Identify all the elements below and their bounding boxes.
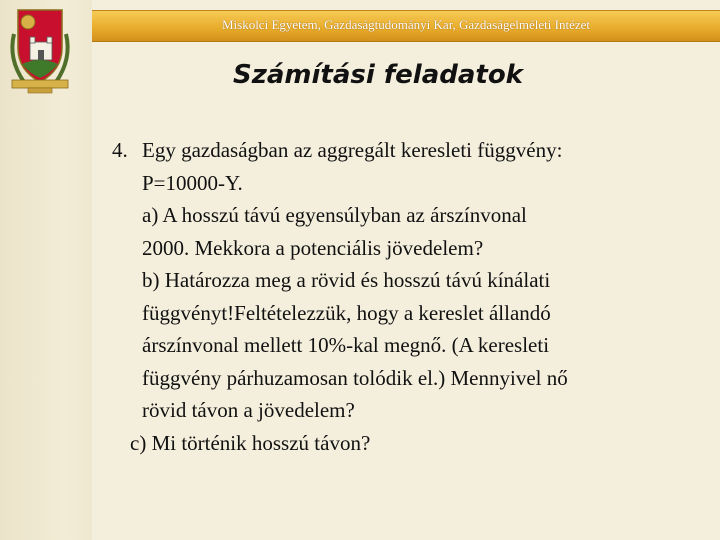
- task-line: P=10000-Y.: [142, 170, 243, 195]
- header-institution-text: Miskolci Egyetem, Gazdaságtudományi Kar, Gazdaságelméleti Intézet: [221, 17, 591, 32]
- task-line: 2000. Mekkora a potenciális jövedelem?: [142, 235, 484, 260]
- task-line: Egy gazdaságban az aggregált keresleti függvény:: [142, 138, 563, 162]
- page-title: Számítási feladatok: [233, 60, 523, 90]
- header-bar: [92, 10, 720, 42]
- task-line-c: c) Mi történik hosszú távon?: [130, 430, 371, 455]
- task-line: árszínvonal mellett 10%-kal megnő. (A keresleti: [142, 333, 550, 357]
- task-line: függvény párhuzamosan tolódik el.) Mennyivel nő: [142, 365, 568, 390]
- task-content: [112, 134, 712, 459]
- task-line: függvényt!Feltételezzük, hogy a kereslet állandó: [142, 300, 551, 325]
- task-line: rövid távon a jövedelem?: [142, 398, 355, 422]
- task-number: 4.: [112, 138, 128, 162]
- task-line: a) A hosszú távú egyensúlyban az árszínvonal: [142, 203, 527, 227]
- task-line: b) Határozza meg a rövid és hosszú távú kínálati: [142, 268, 551, 292]
